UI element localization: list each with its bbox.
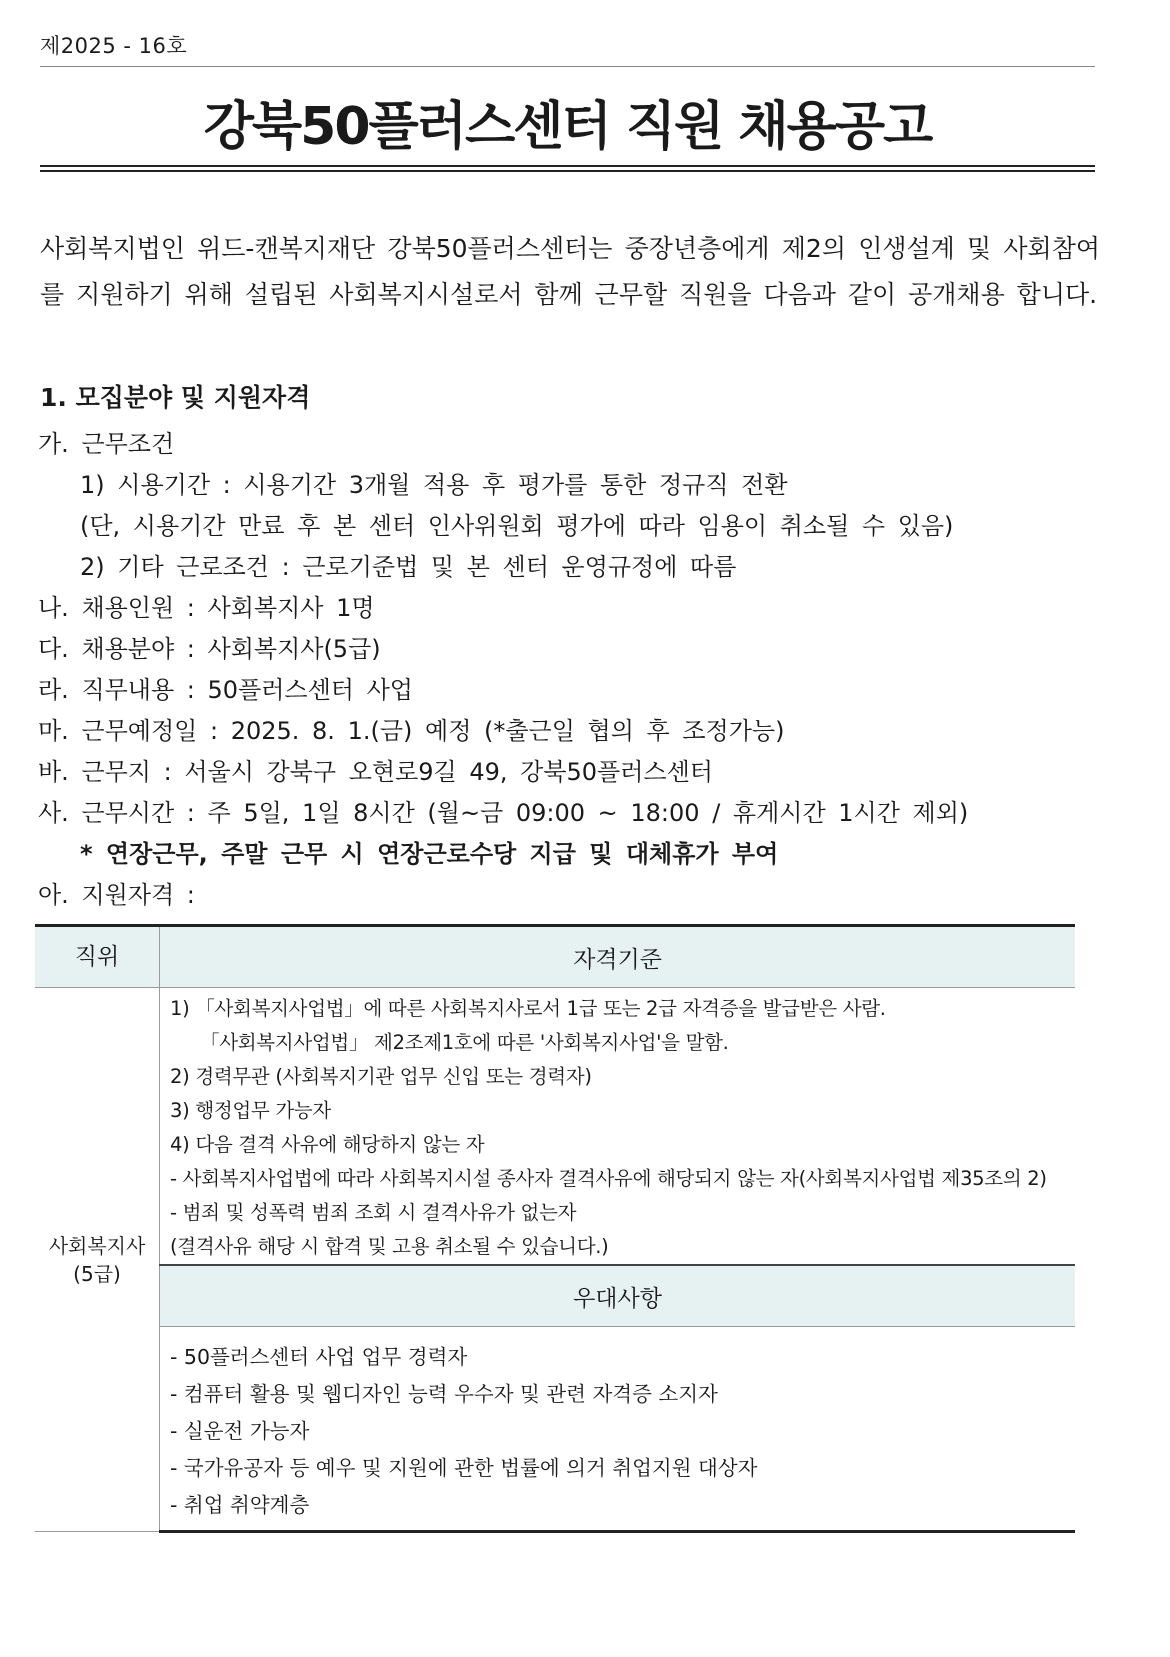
intro-paragraph: 사회복지법인 위드-캔복지재단 강북50플러스센터는 중장년층에게 제2의 인생설계 및 사회참여를 지원하기 위해 설립된 사회복지시설로서 함께 근무할 직원을 다음과 같이 공개채용 합니다. xyxy=(40,234,1100,309)
position-name: 사회복지사 xyxy=(48,1233,146,1258)
qualification-table xyxy=(35,924,1075,1533)
table-header-criteria: 자격기준 xyxy=(160,926,1076,988)
conditions-list xyxy=(38,424,1098,916)
document-number: 제2025 - 16호 xyxy=(40,34,188,58)
position-cell xyxy=(35,988,160,1532)
condition-line-overtime-note: * 연장근무, 주말 근무 시 연장근로수당 지급 및 대체휴가 부여 xyxy=(80,840,779,868)
criteria-item: 「사회복지사업법」 제2조제1호에 따른 '사회복지사업'을 말함. xyxy=(200,1031,729,1054)
table-header-position: 직위 xyxy=(35,926,160,988)
table-header-row xyxy=(35,926,1075,988)
preference-item: - 50플러스센터 사업 업무 경력자 xyxy=(170,1345,468,1369)
position-grade: (5급) xyxy=(73,1261,121,1286)
condition-line-headcount: 나. 채용인원 : 사회복지사 1명 xyxy=(38,594,375,622)
section-heading-recruitment: 1. 모집분야 및 지원자격 xyxy=(40,383,311,412)
condition-line-duties: 라. 직무내용 : 50플러스센터 사업 xyxy=(38,676,413,704)
condition-line-start-date: 마. 근무예정일 : 2025. 8. 1.(금) 예정 (*출근일 협의 후 조정가능) xyxy=(38,717,785,745)
condition-line-hours: 사. 근무시간 : 주 5일, 1일 8시간 (월~금 09:00 ~ 18:00 / 휴게시간 1시간 제외) xyxy=(38,799,969,827)
preference-item: - 실운전 가능자 xyxy=(170,1419,310,1443)
preference-item: - 취업 취약계층 xyxy=(170,1493,310,1517)
table-subheader-row xyxy=(35,1265,1075,1327)
criteria-item: 1) 「사회복지사업법」에 따른 사회복지사로서 1급 또는 2급 자격증을 발급받은 사람. xyxy=(170,997,886,1020)
condition-line-field: 다. 채용분야 : 사회복지사(5급) xyxy=(38,635,381,663)
condition-line-probation-note: (단, 시용기간 만료 후 본 센터 인사위원회 평가에 따라 임용이 취소될 수 있음) xyxy=(80,512,954,540)
condition-line-probation: 1) 시용기간 : 시용기간 3개월 적용 후 평가를 통한 정규직 전환 xyxy=(80,471,788,499)
criteria-item: - 범죄 및 성폭력 범죄 조회 시 결격사유가 없는자 xyxy=(170,1201,577,1224)
condition-line-work-conditions: 가. 근무조건 xyxy=(38,430,175,458)
criteria-item: 4) 다음 결격 사유에 해당하지 않는 자 xyxy=(170,1133,485,1156)
condition-line-other-terms: 2) 기타 근로조건 : 근로기준법 및 본 센터 운영규정에 따름 xyxy=(80,553,737,581)
preference-item: - 국가유공자 등 예우 및 지원에 관한 법률에 의거 취업지원 대상자 xyxy=(170,1456,758,1480)
table-row xyxy=(35,988,1075,1266)
header-divider xyxy=(40,66,1095,67)
criteria-item: 2) 경력무관 (사회복지기관 업무 신입 또는 경력자) xyxy=(170,1065,592,1088)
table-row xyxy=(35,1327,1075,1532)
title-double-rule xyxy=(40,165,1095,172)
criteria-cell xyxy=(160,988,1076,1266)
criteria-item: - 사회복지사업법에 따라 사회복지시설 종사자 결격사유에 해당되지 않는 자(사회복지사업법 제35조의 2) xyxy=(170,1167,1047,1190)
criteria-item: 3) 행정업무 가능자 xyxy=(170,1099,331,1122)
condition-line-location: 바. 근무지 : 서울시 강북구 오현로9길 49, 강북50플러스센터 xyxy=(38,758,713,786)
preference-cell xyxy=(160,1327,1076,1532)
table-header-preference: 우대사항 xyxy=(160,1265,1076,1327)
preference-item: - 컴퓨터 활용 및 웹디자인 능력 우수자 및 관련 자격증 소지자 xyxy=(170,1382,718,1406)
criteria-item: (결격사유 해당 시 합격 및 고용 취소될 수 있습니다.) xyxy=(170,1235,609,1258)
page-title: 강북50플러스센터 직원 채용공고 xyxy=(203,97,932,157)
condition-line-qualifications: 아. 지원자격 : xyxy=(38,881,195,909)
